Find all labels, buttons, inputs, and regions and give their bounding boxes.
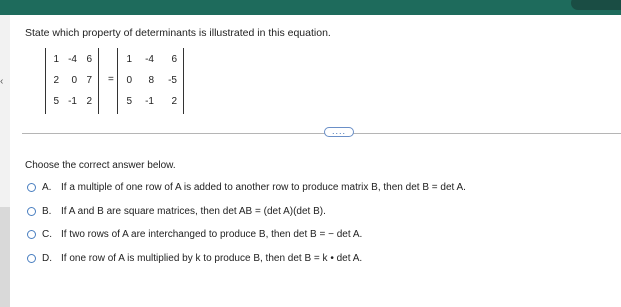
choose-prompt: Choose the correct answer below. [25,160,176,171]
option-b-text: If A and B are square matrices, then det AB = (det A)(det B). [61,206,326,217]
option-b-radio[interactable] [27,207,36,216]
option-b-letter: B. [42,206,52,217]
matrix-a-cell: 1 [53,54,59,65]
left-scroll-strip [0,15,10,292]
matrix-a-cell: 2 [53,75,59,86]
matrix-b-cell: 2 [171,96,177,107]
matrix-b-cell: 1 [126,54,132,65]
matrix-b-cell: -4 [145,54,154,65]
matrix-b-cell: -1 [145,96,154,107]
matrix-b-cell: 5 [126,96,132,107]
question-text: State which property of determinants is illustrated in this equation. [25,27,331,39]
collapse-arrow-icon[interactable]: ‹ [0,76,4,87]
section-divider [22,133,621,134]
matrix-a [45,48,99,114]
option-a-radio[interactable] [27,183,36,192]
matrix-a-cell: 2 [86,96,92,107]
option-c-radio[interactable] [27,230,36,239]
matrix-a-cell: -4 [68,54,77,65]
matrix-a-cell: 5 [53,96,59,107]
header-pill[interactable] [571,0,621,10]
option-d-text: If one row of A is multiplied by k to produce B, then det B = k • det A. [61,253,363,264]
scroll-thumb[interactable] [0,207,10,307]
option-c-letter: C. [42,229,52,240]
equals-sign: = [108,74,114,85]
more-button[interactable]: .... [324,127,354,137]
top-header-bar [0,0,621,15]
option-a-text: If a multiple of one row of A is added to another row to produce matrix B, then det B = det A. [61,182,466,193]
matrix-b-cell: 6 [171,54,177,65]
matrix-b [117,48,184,114]
option-a-letter: A. [42,182,52,193]
matrix-b-cell: 8 [148,75,154,86]
option-d-radio[interactable] [27,254,36,263]
matrix-a-cell: 6 [86,54,92,65]
matrix-b-cell: -5 [168,75,177,86]
matrix-b-cell: 0 [126,75,132,86]
matrix-a-cell: 0 [71,75,77,86]
option-d-letter: D. [42,253,52,264]
matrix-a-cell: -1 [68,96,77,107]
option-c-text: If two rows of A are interchanged to produce B, then det B = − det A. [61,229,363,240]
matrix-a-cell: 7 [86,75,92,86]
